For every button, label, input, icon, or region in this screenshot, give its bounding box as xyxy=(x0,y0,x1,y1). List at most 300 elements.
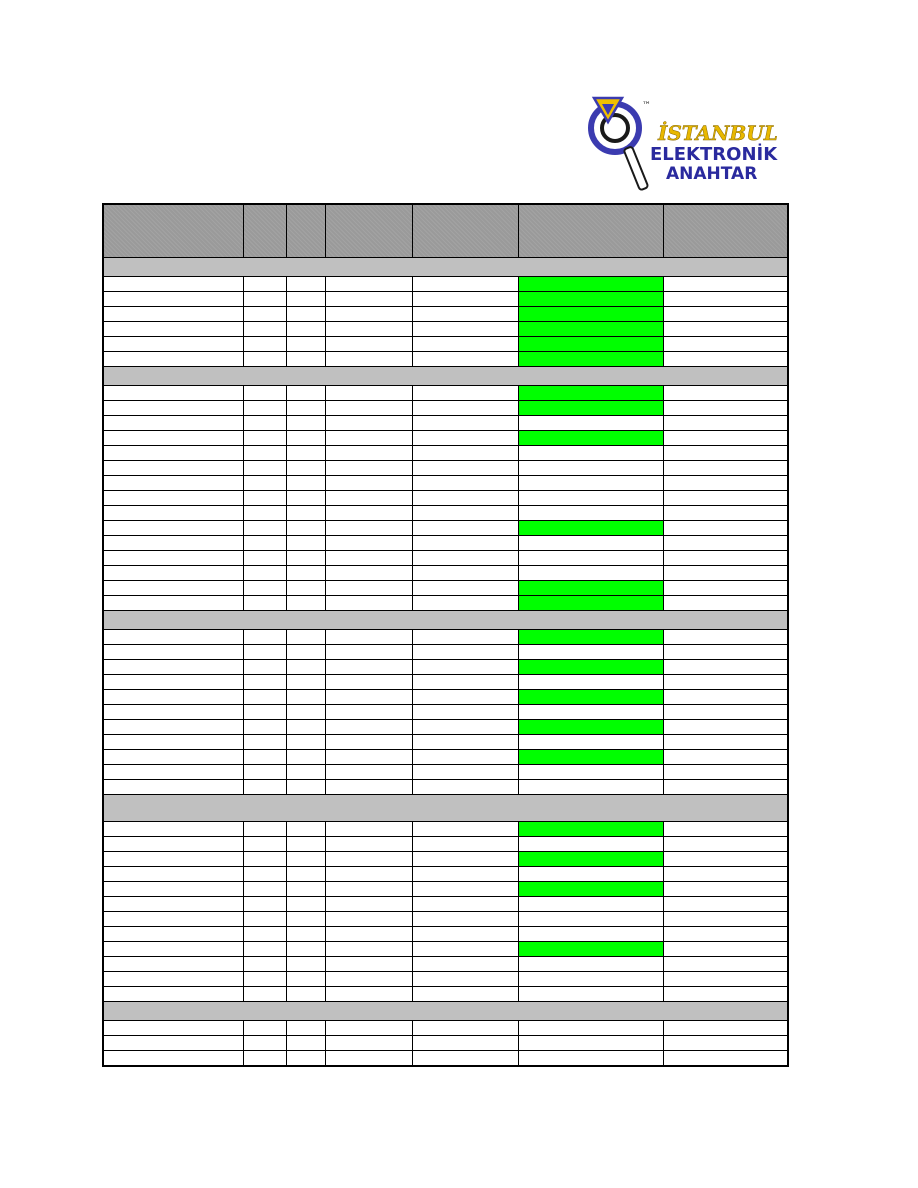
table-cell xyxy=(286,867,325,882)
stock-status-cell xyxy=(518,837,663,852)
stock-status-cell xyxy=(518,675,663,690)
table-cell xyxy=(663,735,788,750)
table-cell xyxy=(103,581,243,596)
table-cell xyxy=(103,292,243,307)
table-cell xyxy=(243,566,286,581)
table-cell xyxy=(243,852,286,867)
table-cell xyxy=(103,277,243,292)
table-cell xyxy=(325,536,412,551)
table-cell xyxy=(663,822,788,837)
table-cell xyxy=(325,987,412,1002)
table-cell xyxy=(103,822,243,837)
table-cell xyxy=(325,867,412,882)
table-cell xyxy=(663,675,788,690)
table-cell xyxy=(663,401,788,416)
stock-status-cell-available xyxy=(518,322,663,337)
table-cell xyxy=(412,581,518,596)
section-header-row xyxy=(103,258,788,277)
table-cell xyxy=(243,446,286,461)
table-cell xyxy=(103,322,243,337)
table-cell xyxy=(103,660,243,675)
table-cell xyxy=(325,630,412,645)
table-cell xyxy=(243,957,286,972)
table-cell xyxy=(286,536,325,551)
table-row xyxy=(103,822,788,837)
table-cell xyxy=(325,476,412,491)
table-cell xyxy=(412,630,518,645)
table-cell xyxy=(412,1036,518,1051)
table-cell xyxy=(286,852,325,867)
stock-status-cell-available xyxy=(518,307,663,322)
table-cell xyxy=(286,897,325,912)
table-cell xyxy=(325,897,412,912)
table-cell xyxy=(103,765,243,780)
stock-status-cell-available xyxy=(518,852,663,867)
table-cell xyxy=(286,780,325,795)
table-cell xyxy=(243,431,286,446)
table-cell xyxy=(286,630,325,645)
table-cell xyxy=(286,942,325,957)
table-cell xyxy=(412,852,518,867)
table-cell xyxy=(243,416,286,431)
table-cell xyxy=(663,596,788,611)
table-cell xyxy=(243,307,286,322)
column-header xyxy=(103,204,243,258)
table-row xyxy=(103,596,788,611)
stock-status-cell xyxy=(518,972,663,987)
table-cell xyxy=(286,837,325,852)
table-cell xyxy=(243,750,286,765)
table-cell xyxy=(663,690,788,705)
table-cell xyxy=(103,566,243,581)
table-cell xyxy=(325,942,412,957)
column-header xyxy=(243,204,286,258)
section-title xyxy=(103,258,788,277)
table-row xyxy=(103,292,788,307)
table-cell xyxy=(243,551,286,566)
table-cell xyxy=(103,867,243,882)
stock-status-cell-available xyxy=(518,596,663,611)
table-cell xyxy=(103,837,243,852)
table-cell xyxy=(103,491,243,506)
table-cell xyxy=(286,491,325,506)
table-row xyxy=(103,352,788,367)
table-cell xyxy=(243,630,286,645)
table-cell xyxy=(103,942,243,957)
table-cell xyxy=(103,416,243,431)
table-cell xyxy=(663,551,788,566)
stock-status-cell-available xyxy=(518,386,663,401)
table-cell xyxy=(412,735,518,750)
table-cell xyxy=(412,675,518,690)
table-cell xyxy=(286,1021,325,1036)
table-cell xyxy=(325,461,412,476)
table-cell xyxy=(286,705,325,720)
table-cell xyxy=(286,1036,325,1051)
table-cell xyxy=(243,765,286,780)
table-cell xyxy=(325,822,412,837)
table-cell xyxy=(325,837,412,852)
table-cell xyxy=(286,645,325,660)
table-cell xyxy=(103,957,243,972)
table-cell xyxy=(663,1036,788,1051)
table-cell xyxy=(663,386,788,401)
table-cell xyxy=(325,780,412,795)
table-cell xyxy=(243,1036,286,1051)
stock-status-cell xyxy=(518,461,663,476)
table-cell xyxy=(243,401,286,416)
table-cell xyxy=(286,506,325,521)
table-cell xyxy=(663,491,788,506)
stock-status-cell xyxy=(518,476,663,491)
table-cell xyxy=(325,1036,412,1051)
table-cell xyxy=(325,596,412,611)
stock-status-cell xyxy=(518,551,663,566)
table-cell xyxy=(103,882,243,897)
stock-status-cell-available xyxy=(518,352,663,367)
table-cell xyxy=(103,1036,243,1051)
table-cell xyxy=(286,957,325,972)
table-cell xyxy=(243,705,286,720)
table-cell xyxy=(103,476,243,491)
table-cell xyxy=(412,765,518,780)
table-cell xyxy=(412,972,518,987)
table-cell xyxy=(663,431,788,446)
table-cell xyxy=(663,720,788,735)
table-cell xyxy=(325,852,412,867)
table-cell xyxy=(663,352,788,367)
table-cell xyxy=(325,735,412,750)
table-row xyxy=(103,867,788,882)
company-logo xyxy=(580,90,780,200)
table-cell xyxy=(325,972,412,987)
stock-status-cell-available xyxy=(518,882,663,897)
section-header-row xyxy=(103,795,788,822)
stock-status-cell-available xyxy=(518,822,663,837)
table-cell xyxy=(286,735,325,750)
table-row xyxy=(103,476,788,491)
table-cell xyxy=(103,705,243,720)
section-title xyxy=(103,367,788,386)
table-cell xyxy=(243,822,286,837)
table-cell xyxy=(286,1051,325,1067)
logo-line-elektronik: ELEKTRONİK xyxy=(650,144,778,165)
table-cell xyxy=(286,401,325,416)
table-cell xyxy=(286,882,325,897)
table-cell xyxy=(243,660,286,675)
table-row xyxy=(103,987,788,1002)
table-cell xyxy=(103,690,243,705)
table-cell xyxy=(663,566,788,581)
trademark-mark: ™ xyxy=(642,101,651,111)
table-cell xyxy=(412,1021,518,1036)
table-cell xyxy=(243,690,286,705)
table-row xyxy=(103,277,788,292)
table-row xyxy=(103,521,788,536)
table-cell xyxy=(286,912,325,927)
table-cell xyxy=(663,461,788,476)
table-row xyxy=(103,942,788,957)
table-cell xyxy=(325,957,412,972)
table-cell xyxy=(103,912,243,927)
table-cell xyxy=(663,705,788,720)
column-header xyxy=(286,204,325,258)
table-cell xyxy=(412,822,518,837)
table-row xyxy=(103,837,788,852)
table-cell xyxy=(325,446,412,461)
table-row xyxy=(103,720,788,735)
section-title xyxy=(103,795,788,822)
table-cell xyxy=(103,927,243,942)
table-cell xyxy=(663,780,788,795)
table-cell xyxy=(103,431,243,446)
section-title xyxy=(103,611,788,630)
table-cell xyxy=(663,322,788,337)
table-row xyxy=(103,957,788,972)
table-cell xyxy=(412,307,518,322)
table-row xyxy=(103,446,788,461)
column-header xyxy=(518,204,663,258)
table-cell xyxy=(412,780,518,795)
table-cell xyxy=(325,1021,412,1036)
table-row xyxy=(103,882,788,897)
table-cell xyxy=(286,551,325,566)
stock-status-cell xyxy=(518,957,663,972)
table-cell xyxy=(243,972,286,987)
table-cell xyxy=(243,337,286,352)
table-cell xyxy=(663,536,788,551)
table-row xyxy=(103,1036,788,1051)
table-row xyxy=(103,675,788,690)
table-cell xyxy=(243,720,286,735)
table-cell xyxy=(286,566,325,581)
table-cell xyxy=(286,765,325,780)
table-cell xyxy=(243,645,286,660)
table-cell xyxy=(103,972,243,987)
table-cell xyxy=(325,322,412,337)
table-row xyxy=(103,765,788,780)
table-cell xyxy=(412,867,518,882)
table-cell xyxy=(286,596,325,611)
table-cell xyxy=(286,337,325,352)
table-cell xyxy=(286,386,325,401)
logo-line-istanbul: İSTANBUL xyxy=(658,121,778,145)
table-cell xyxy=(412,837,518,852)
table-cell xyxy=(286,690,325,705)
table-cell xyxy=(412,957,518,972)
table-cell xyxy=(325,566,412,581)
table-cell xyxy=(286,972,325,987)
table-cell xyxy=(243,491,286,506)
table-cell xyxy=(286,521,325,536)
table-row xyxy=(103,416,788,431)
table-cell xyxy=(103,852,243,867)
table-cell xyxy=(286,822,325,837)
table-cell xyxy=(103,446,243,461)
table-row xyxy=(103,912,788,927)
table-cell xyxy=(243,867,286,882)
table-row xyxy=(103,506,788,521)
table-cell xyxy=(325,660,412,675)
table-cell xyxy=(412,566,518,581)
table-cell xyxy=(243,1021,286,1036)
table-cell xyxy=(103,897,243,912)
table-row xyxy=(103,780,788,795)
table-cell xyxy=(663,416,788,431)
table-cell xyxy=(412,645,518,660)
table-cell xyxy=(325,352,412,367)
table-cell xyxy=(103,1021,243,1036)
table-row xyxy=(103,322,788,337)
table-row xyxy=(103,551,788,566)
table-row xyxy=(103,386,788,401)
table-cell xyxy=(663,521,788,536)
stock-status-cell xyxy=(518,735,663,750)
table-cell xyxy=(103,536,243,551)
product-stock-table xyxy=(102,203,789,1067)
stock-status-cell-available xyxy=(518,720,663,735)
table-row xyxy=(103,690,788,705)
table-cell xyxy=(325,386,412,401)
table-row xyxy=(103,735,788,750)
table-cell xyxy=(412,292,518,307)
table-cell xyxy=(412,337,518,352)
table-cell xyxy=(103,386,243,401)
table-cell xyxy=(412,401,518,416)
table-cell xyxy=(663,957,788,972)
table-cell xyxy=(286,322,325,337)
table-row xyxy=(103,852,788,867)
table-cell xyxy=(663,972,788,987)
table-cell xyxy=(325,927,412,942)
table-cell xyxy=(286,750,325,765)
stock-status-cell xyxy=(518,416,663,431)
table-cell xyxy=(286,292,325,307)
table-cell xyxy=(325,765,412,780)
stock-status-cell xyxy=(518,897,663,912)
table-cell xyxy=(243,1051,286,1067)
table-cell xyxy=(243,735,286,750)
table-cell xyxy=(663,446,788,461)
table-cell xyxy=(103,352,243,367)
table-cell xyxy=(243,912,286,927)
column-header xyxy=(412,204,518,258)
table-cell xyxy=(103,735,243,750)
table-cell xyxy=(103,337,243,352)
stock-status-cell-available xyxy=(518,292,663,307)
stock-status-cell-available xyxy=(518,277,663,292)
table-cell xyxy=(325,1051,412,1067)
stock-status-cell-available xyxy=(518,521,663,536)
table-cell xyxy=(663,292,788,307)
table-cell xyxy=(103,596,243,611)
table-cell xyxy=(243,882,286,897)
table-cell xyxy=(286,720,325,735)
table-cell xyxy=(103,307,243,322)
column-header xyxy=(663,204,788,258)
stock-status-cell xyxy=(518,927,663,942)
table-cell xyxy=(325,690,412,705)
table-row xyxy=(103,750,788,765)
table-cell xyxy=(412,912,518,927)
table-cell xyxy=(663,277,788,292)
table-cell xyxy=(325,277,412,292)
table-row xyxy=(103,645,788,660)
table-cell xyxy=(663,942,788,957)
table-cell xyxy=(286,352,325,367)
table-cell xyxy=(412,551,518,566)
table-cell xyxy=(412,352,518,367)
table-cell xyxy=(243,536,286,551)
table-cell xyxy=(663,912,788,927)
table-cell xyxy=(663,1051,788,1067)
stock-status-cell xyxy=(518,446,663,461)
stock-status-cell xyxy=(518,780,663,795)
table-cell xyxy=(325,912,412,927)
table-cell xyxy=(103,551,243,566)
table-cell xyxy=(412,322,518,337)
stock-status-cell-available xyxy=(518,337,663,352)
stock-status-cell xyxy=(518,491,663,506)
table-cell xyxy=(103,987,243,1002)
table-cell xyxy=(412,416,518,431)
stock-status-cell xyxy=(518,566,663,581)
table-cell xyxy=(286,476,325,491)
table-cell xyxy=(243,675,286,690)
stock-status-cell xyxy=(518,912,663,927)
table-cell xyxy=(243,322,286,337)
table-cell xyxy=(103,675,243,690)
table-cell xyxy=(663,837,788,852)
table-cell xyxy=(325,401,412,416)
table-cell xyxy=(412,690,518,705)
table-cell xyxy=(243,897,286,912)
table-row xyxy=(103,431,788,446)
table-cell xyxy=(243,942,286,957)
table-cell xyxy=(412,882,518,897)
table-cell xyxy=(325,720,412,735)
table-cell xyxy=(663,867,788,882)
table-cell xyxy=(412,536,518,551)
table-cell xyxy=(103,780,243,795)
table-cell xyxy=(103,1051,243,1067)
table-cell xyxy=(243,780,286,795)
table-cell xyxy=(325,581,412,596)
table-cell xyxy=(325,551,412,566)
column-header xyxy=(325,204,412,258)
stock-status-cell xyxy=(518,867,663,882)
table-cell xyxy=(412,446,518,461)
stock-status-cell-available xyxy=(518,942,663,957)
stock-status-cell-available xyxy=(518,660,663,675)
table-cell xyxy=(412,897,518,912)
table-cell xyxy=(243,277,286,292)
table-cell xyxy=(325,882,412,897)
table-cell xyxy=(663,852,788,867)
table-cell xyxy=(663,506,788,521)
table-cell xyxy=(325,491,412,506)
table-cell xyxy=(412,750,518,765)
stock-status-cell-available xyxy=(518,690,663,705)
table-cell xyxy=(286,416,325,431)
table-cell xyxy=(103,630,243,645)
table-cell xyxy=(663,337,788,352)
table-row xyxy=(103,630,788,645)
table-row xyxy=(103,972,788,987)
table-cell xyxy=(412,927,518,942)
section-header-row xyxy=(103,1002,788,1021)
table-cell xyxy=(412,476,518,491)
